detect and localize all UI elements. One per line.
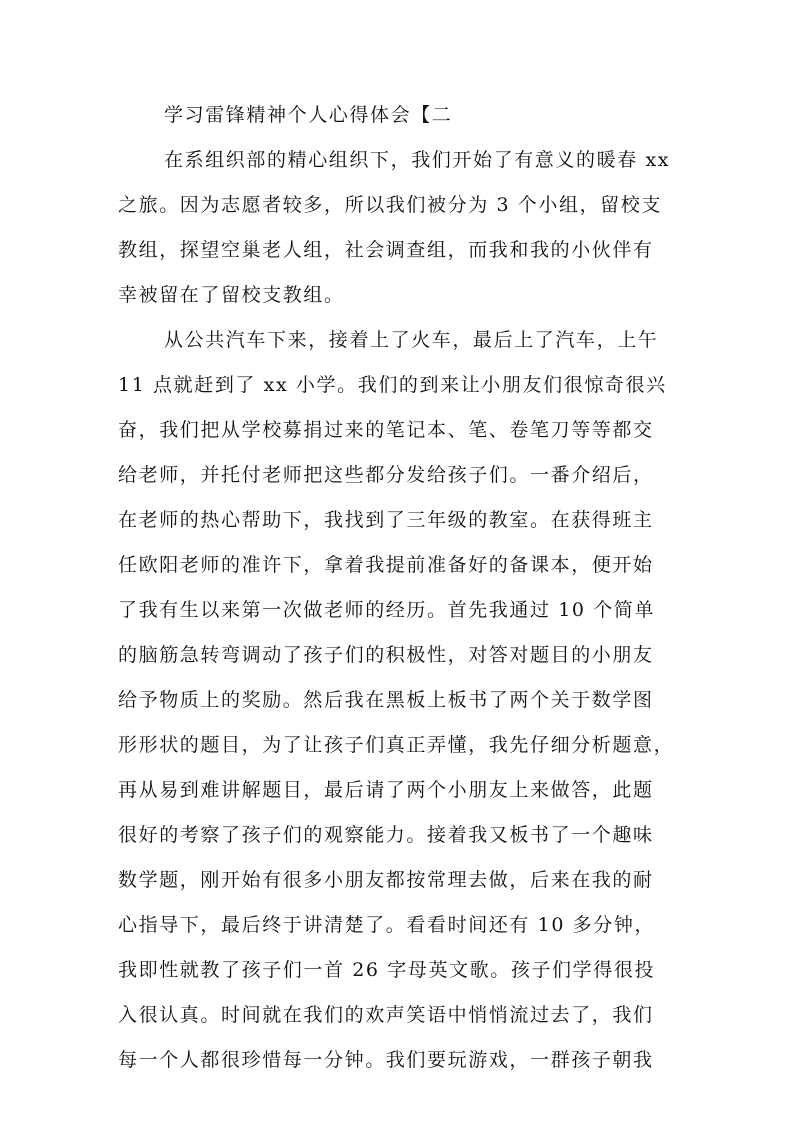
text-line: 给予物质上的奖励。然后我在黑板上板书了两个关于数学图	[118, 689, 654, 711]
text-line: 教组，探望空巢老人组，社会调查组，而我和我的小伙伴有	[118, 239, 654, 261]
text-line: 在老师的热心帮助下，我找到了三年级的教室。在获得班主	[118, 509, 654, 531]
document-title: 学习雷锋精神个人心得体会【二	[164, 104, 453, 126]
text-line: 入很认真。时间就在我们的欢声笑语中悄悄流过去了，我们	[118, 1004, 654, 1026]
text-line: 心指导下，最后终于讲清楚了。看看时间还有 10 多分钟，	[118, 914, 656, 936]
text-line: 11 点就赶到了 xx 小学。我们的到来让小朋友们很惊奇很兴	[118, 374, 667, 396]
text-line: 了我有生以来第一次做老师的经历。首先我通过 10 个简单	[118, 599, 656, 621]
text-line: 再从易到难讲解题目，最后请了两个小朋友上来做答，此题	[118, 779, 654, 801]
text-line: 的脑筋急转弯调动了孩子们的积极性，对答对题目的小朋友	[118, 644, 654, 666]
text-line: 奋，我们把从学校募捐过来的笔记本、笔、卷笔刀等等都交	[118, 419, 654, 441]
text-line: 很好的考察了孩子们的观察能力。接着我又板书了一个趣味	[118, 824, 654, 846]
text-line: 给老师，并托付老师把这些都分发给孩子们。一番介绍后，	[118, 464, 654, 486]
text-line: 任欧阳老师的准许下，拿着我提前准备好的备课本，便开始	[118, 554, 654, 576]
text-line: 每一个人都很珍惜每一分钟。我们要玩游戏，一群孩子朝我	[118, 1049, 654, 1071]
text-line: 数学题，刚开始有很多小朋友都按常理去做，后来在我的耐	[118, 869, 654, 891]
text-line: 形形状的题目，为了让孩子们真正弄懂，我先仔细分析题意，	[118, 734, 675, 756]
text-line: 在系组织部的精心组织下，我们开始了有意义的暖春 xx	[164, 149, 671, 171]
text-line: 幸被留在了留校支教组。	[118, 284, 345, 306]
text-line: 我即性就教了孩子们一首 26 字母英文歌。孩子们学得很投	[118, 959, 656, 981]
text-line: 从公共汽车下来，接着上了火车，最后上了汽车，上午	[164, 329, 659, 351]
text-line: 之旅。因为志愿者较多，所以我们被分为 3 个小组，留校支	[118, 194, 662, 216]
